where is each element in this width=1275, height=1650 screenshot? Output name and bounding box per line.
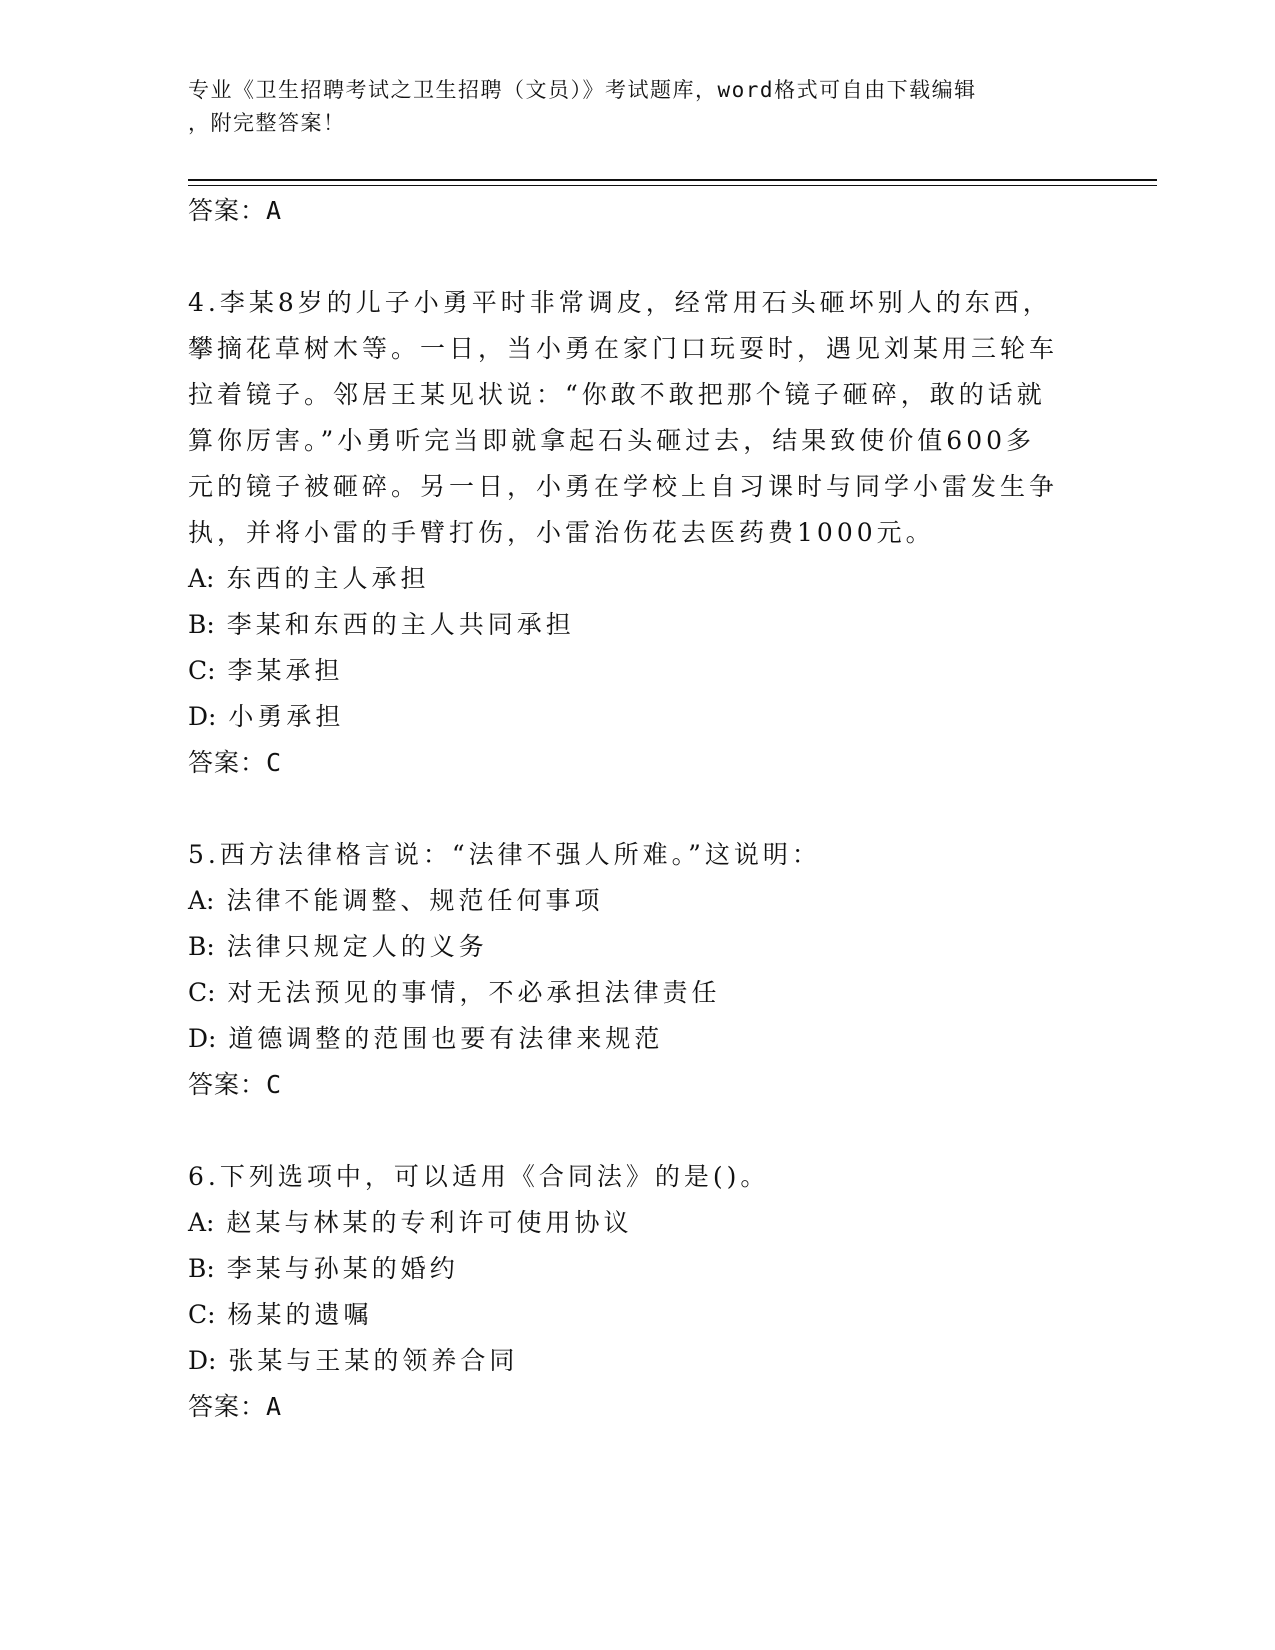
answer-label: 答案： bbox=[188, 748, 267, 777]
option-text: 李某承担 bbox=[227, 656, 344, 685]
option-text: 张某与王某的领养合同 bbox=[228, 1346, 519, 1375]
option-key: C: bbox=[188, 978, 216, 1007]
question-stem-line: 拉着镜子。邻居王某见状说：“你敢不敢把那个镜子砸碎，敢的话就 bbox=[188, 380, 1046, 409]
answer-value: A bbox=[266, 1392, 283, 1421]
question-answer bbox=[188, 1062, 1088, 1108]
option-a bbox=[188, 556, 1088, 602]
question-stem-line: 5.西方法律格言说：“法律不强人所难。”这说明： bbox=[188, 840, 821, 869]
answer-label: 答案： bbox=[188, 196, 267, 225]
option-text: 道德调整的范围也要有法律来规范 bbox=[228, 1024, 664, 1053]
spacer bbox=[188, 234, 1088, 280]
option-text: 对无法预见的事情，不必承担法律责任 bbox=[227, 978, 721, 1007]
option-key: D: bbox=[188, 702, 217, 731]
answer-value: A bbox=[266, 196, 283, 225]
option-d bbox=[188, 1338, 1088, 1384]
question-block bbox=[188, 280, 1088, 786]
option-text: 东西的主人承担 bbox=[226, 564, 430, 593]
document-header bbox=[188, 74, 1088, 140]
answer-value: C bbox=[266, 748, 283, 777]
option-c bbox=[188, 1292, 1088, 1338]
option-text: 李某与孙某的婚约 bbox=[226, 1254, 459, 1283]
header-line-1: 专业《卫生招聘考试之卫生招聘（文员）》考试题库，word格式可自由下载编辑 bbox=[188, 78, 977, 102]
question-stem-line: 元的镜子被砸碎。另一日，小勇在学校上自习课时与同学小雷发生争 bbox=[188, 472, 1059, 501]
option-key: D: bbox=[188, 1346, 217, 1375]
option-text: 李某和东西的主人共同承担 bbox=[226, 610, 575, 639]
answer-value: C bbox=[266, 1070, 283, 1099]
question-answer bbox=[188, 740, 1088, 786]
option-text: 赵某与林某的专利许可使用协议 bbox=[226, 1208, 633, 1237]
option-key: C: bbox=[188, 656, 216, 685]
answer-label: 答案： bbox=[188, 1392, 267, 1421]
option-text: 小勇承担 bbox=[228, 702, 345, 731]
option-key: A: bbox=[188, 564, 215, 593]
option-a bbox=[188, 878, 1088, 924]
header-divider-thick bbox=[188, 179, 1157, 181]
document-body bbox=[188, 188, 1088, 1430]
header-divider-thin bbox=[188, 185, 1157, 186]
option-text: 杨某的遗嘱 bbox=[227, 1300, 373, 1329]
question-answer bbox=[188, 1384, 1088, 1430]
option-c bbox=[188, 648, 1088, 694]
answer-label: 答案： bbox=[188, 1070, 267, 1099]
option-key: A: bbox=[188, 1208, 215, 1237]
option-key: B: bbox=[188, 932, 215, 961]
option-key: B: bbox=[188, 610, 215, 639]
question-stem-line: 6.下列选项中，可以适用《合同法》的是()。 bbox=[188, 1162, 770, 1191]
option-b bbox=[188, 602, 1088, 648]
spacer bbox=[188, 1108, 1088, 1154]
option-key: B: bbox=[188, 1254, 215, 1283]
option-b bbox=[188, 1246, 1088, 1292]
question-stem-line: 攀摘花草树木等。一日，当小勇在家门口玩耍时，遇见刘某用三轮车 bbox=[188, 334, 1059, 363]
option-text: 法律不能调整、规范任何事项 bbox=[226, 886, 604, 915]
option-key: A: bbox=[188, 886, 215, 915]
option-text: 法律只规定人的义务 bbox=[226, 932, 488, 961]
question-stem-line: 执，并将小雷的手臂打伤，小雷治伤花去医药费1000元。 bbox=[188, 518, 935, 547]
option-key: D: bbox=[188, 1024, 217, 1053]
option-b bbox=[188, 924, 1088, 970]
question-stem-line: 4.李某8岁的儿子小勇平时非常调皮，经常用石头砸坏别人的东西， bbox=[188, 288, 1052, 317]
spacer bbox=[188, 786, 1088, 832]
question-stem-line: 算你厉害。”小勇听完当即就拿起石头砸过去，结果致使价值600多 bbox=[188, 426, 1036, 455]
option-a bbox=[188, 1200, 1088, 1246]
option-c bbox=[188, 970, 1088, 1016]
question-block bbox=[188, 1154, 1088, 1430]
option-d bbox=[188, 694, 1088, 740]
header-line-2: ，附完整答案！ bbox=[188, 111, 346, 135]
previous-answer bbox=[188, 188, 1088, 234]
question-block bbox=[188, 832, 1088, 1108]
option-d bbox=[188, 1016, 1088, 1062]
option-key: C: bbox=[188, 1300, 216, 1329]
